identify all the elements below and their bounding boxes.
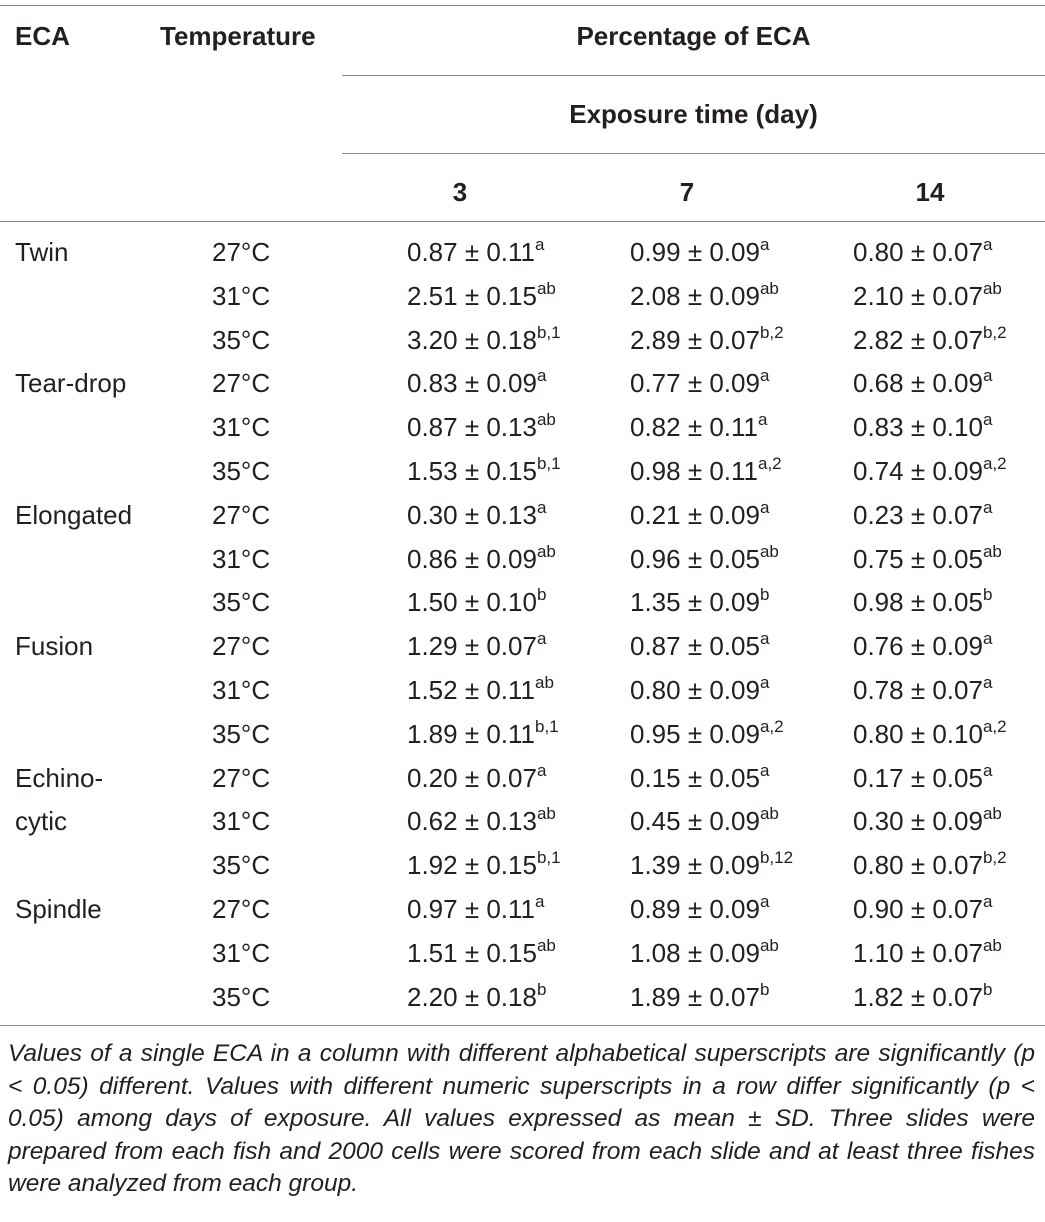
value-cell (407, 631, 546, 662)
mean-sd-value: 0.89 ± 0.09 (630, 894, 760, 924)
bottom-rule (0, 1025, 1045, 1026)
mean-sd-value: 0.15 ± 0.05 (630, 762, 760, 793)
significance-superscript: a (982, 497, 993, 517)
header-temperature: Temperature (160, 21, 316, 51)
significance-superscript: a (759, 497, 770, 517)
value-cell (407, 894, 544, 925)
significance-superscript: b (759, 979, 770, 999)
mean-sd-value: 1.51 ± 0.15 (407, 937, 537, 968)
value-cell (407, 456, 561, 487)
mean-sd-value: 0.99 ± 0.09 (630, 237, 760, 267)
mean-sd-value: 0.87 ± 0.05 (630, 631, 760, 662)
mean-sd-value: 0.83 ± 0.10 (853, 412, 983, 443)
temperature-cell: 27°C (212, 894, 271, 924)
value-cell (853, 675, 992, 706)
significance-superscript: a,2 (982, 454, 1007, 473)
significance-superscript: a (982, 629, 993, 649)
mean-sd-value: 0.62 ± 0.13 (407, 806, 537, 837)
eca-name: Twin (15, 237, 69, 267)
value-cell (853, 935, 1002, 969)
significance-superscript: b,12 (759, 848, 794, 868)
temperature-cell: 35°C (212, 587, 271, 618)
eca-name: Echino- (15, 762, 104, 793)
value-cell (630, 541, 779, 575)
significance-superscript: a (759, 760, 770, 780)
significance-superscript: a (759, 235, 770, 254)
mean-sd-value: 1.89 ± 0.07 (630, 981, 760, 1012)
mean-sd-value: 1.92 ± 0.15 (407, 850, 537, 881)
value-cell (407, 587, 546, 618)
value-cell (630, 806, 779, 837)
significance-superscript: a (535, 235, 545, 254)
temperature-cell: 31°C (212, 806, 271, 837)
value-cell (630, 587, 769, 618)
value-cell (407, 850, 561, 881)
value-cell (630, 237, 769, 268)
header-bottom-rule (0, 221, 1045, 222)
value-cell (853, 587, 992, 618)
significance-superscript: ab (536, 410, 556, 430)
temperature-cell: 35°C (212, 324, 271, 355)
significance-superscript: ab (759, 278, 779, 298)
value-cell (853, 894, 992, 925)
value-cell (630, 631, 769, 662)
value-cell (853, 412, 992, 443)
mean-sd-value: 0.82 ± 0.11 (630, 412, 758, 443)
mean-sd-value: 0.96 ± 0.05 (630, 543, 760, 574)
mean-sd-value: 0.17 ± 0.05 (853, 762, 983, 793)
mean-sd-value: 2.89 ± 0.07 (630, 324, 760, 355)
temperature-cell: 31°C (212, 937, 271, 968)
mean-sd-value: 1.29 ± 0.07 (407, 631, 537, 662)
significance-superscript: a,2 (759, 716, 784, 736)
significance-superscript: ab (759, 804, 779, 824)
significance-superscript: ab (982, 935, 1002, 955)
significance-superscript: a (536, 497, 547, 517)
value-cell (853, 322, 1007, 356)
value-cell (407, 278, 556, 312)
significance-superscript: a (536, 366, 547, 386)
mean-sd-value: 0.30 ± 0.09 (853, 806, 983, 837)
value-cell (853, 368, 992, 399)
mean-sd-value: 1.52 ± 0.11 (407, 675, 535, 705)
header-eca: ECA (15, 21, 70, 51)
temperature-cell: 27°C (212, 762, 271, 793)
mean-sd-value: 1.39 ± 0.09 (630, 850, 760, 881)
temperature-cell: 31°C (212, 675, 271, 705)
mean-sd-value: 1.82 ± 0.07 (853, 981, 983, 1012)
value-cell (407, 497, 547, 531)
mean-sd-value: 0.87 ± 0.13 (407, 412, 537, 443)
value-cell (407, 806, 556, 837)
mean-sd-value: 2.51 ± 0.15 (407, 280, 537, 311)
value-cell (407, 412, 556, 443)
significance-superscript: b,2 (982, 848, 1007, 868)
significance-superscript: a (758, 410, 768, 430)
value-cell (853, 806, 1002, 837)
temperature-cell: 27°C (212, 237, 271, 267)
significance-superscript: ab (536, 935, 556, 955)
value-cell (853, 631, 992, 662)
mean-sd-value: 0.80 ± 0.07 (853, 850, 983, 881)
significance-superscript: b,2 (759, 322, 784, 342)
value-cell (407, 716, 559, 750)
temperature-cell: 31°C (212, 280, 271, 311)
significance-superscript: a (982, 760, 993, 780)
value-cell (853, 456, 1007, 487)
mean-sd-value: 0.68 ± 0.09 (853, 368, 983, 399)
significance-superscript: a (982, 235, 993, 254)
temperature-cell: 27°C (212, 499, 271, 530)
mean-sd-value: 0.97 ± 0.11 (407, 894, 535, 924)
significance-superscript: b (536, 979, 547, 999)
significance-superscript: a (982, 673, 993, 692)
value-cell (853, 760, 993, 794)
exposure-underline (342, 153, 1045, 154)
value-cell (407, 368, 546, 399)
significance-superscript: a (759, 629, 770, 649)
eca-name: Tear-drop (15, 368, 127, 399)
significance-superscript: b,1 (535, 716, 559, 736)
mean-sd-value: 0.21 ± 0.09 (630, 499, 760, 530)
value-cell (853, 237, 992, 268)
value-cell (630, 760, 770, 794)
temperature-cell: 35°C (212, 718, 271, 749)
value-cell (630, 368, 769, 399)
mean-sd-value: 0.45 ± 0.09 (630, 806, 760, 837)
significance-superscript: a (536, 760, 547, 780)
mean-sd-value: 0.83 ± 0.09 (407, 368, 537, 399)
mean-sd-value: 1.53 ± 0.15 (407, 456, 537, 486)
mean-sd-value: 2.10 ± 0.07 (853, 280, 983, 311)
significance-superscript: a,2 (982, 716, 1007, 736)
significance-superscript: ab (759, 541, 779, 561)
mean-sd-value: 0.80 ± 0.10 (853, 718, 983, 749)
mean-sd-value: 0.98 ± 0.11 (630, 456, 758, 486)
value-cell (407, 237, 544, 268)
mean-sd-value: 0.20 ± 0.07 (407, 762, 537, 793)
significance-superscript: b (982, 979, 993, 999)
value-cell (407, 935, 556, 969)
significance-superscript: a (982, 366, 993, 386)
eca-name: Elongated (15, 499, 133, 530)
mean-sd-value: 1.89 ± 0.11 (407, 718, 535, 749)
eca-name: Fusion (15, 631, 94, 662)
significance-superscript: a (759, 673, 770, 692)
significance-superscript: b (536, 585, 547, 605)
value-cell (630, 894, 769, 925)
significance-superscript: a (536, 629, 547, 649)
value-cell (853, 278, 1002, 312)
value-cell (630, 497, 770, 531)
significance-superscript: ab (535, 673, 554, 692)
value-cell (630, 322, 784, 356)
value-cell (630, 935, 779, 969)
temperature-cell: 31°C (212, 543, 271, 574)
significance-superscript: b,1 (536, 322, 561, 342)
value-cell (630, 675, 769, 706)
temperature-cell: 35°C (212, 850, 271, 881)
value-cell (853, 541, 1002, 575)
mean-sd-value: 2.20 ± 0.18 (407, 981, 537, 1012)
temperature-cell: 31°C (212, 412, 271, 443)
significance-superscript: b,2 (982, 322, 1007, 342)
significance-superscript: a (759, 366, 770, 386)
significance-superscript: ab (536, 278, 556, 298)
value-cell (630, 456, 782, 487)
mean-sd-value: 0.74 ± 0.09 (853, 456, 983, 486)
value-cell (630, 979, 770, 1013)
significance-superscript: a (759, 892, 770, 911)
mean-sd-value: 0.95 ± 0.09 (630, 718, 760, 749)
mean-sd-value: 3.20 ± 0.18 (407, 324, 537, 355)
mean-sd-value: 0.87 ± 0.11 (407, 237, 535, 267)
header-day-7: 7 (679, 177, 695, 207)
value-cell (630, 850, 793, 881)
mean-sd-value: 0.77 ± 0.09 (630, 368, 760, 399)
significance-superscript: ab (982, 278, 1002, 298)
percentage-underline (342, 75, 1045, 76)
significance-superscript: b,1 (536, 848, 561, 868)
mean-sd-value: 2.82 ± 0.07 (853, 324, 983, 355)
significance-superscript: a (982, 892, 993, 911)
mean-sd-value: 0.75 ± 0.05 (853, 543, 983, 574)
significance-superscript: ab (536, 541, 556, 561)
significance-superscript: ab (536, 804, 556, 824)
mean-sd-value: 1.08 ± 0.09 (630, 937, 760, 968)
mean-sd-value: 1.10 ± 0.07 (853, 937, 983, 968)
mean-sd-value: 0.78 ± 0.07 (853, 675, 983, 705)
significance-superscript: a (535, 892, 545, 911)
mean-sd-value: 0.30 ± 0.13 (407, 499, 537, 530)
significance-superscript: b,1 (536, 454, 561, 473)
significance-superscript: ab (982, 541, 1002, 561)
value-cell (407, 979, 547, 1013)
significance-superscript: ab (982, 804, 1002, 824)
value-cell (853, 716, 1007, 750)
value-cell (853, 850, 1007, 881)
mean-sd-value: 2.08 ± 0.09 (630, 280, 760, 311)
header-day-14: 14 (915, 177, 945, 207)
temperature-cell: 27°C (212, 631, 271, 662)
value-cell (407, 760, 547, 794)
header-day-3: 3 (452, 177, 468, 207)
temperature-cell: 27°C (212, 368, 271, 399)
mean-sd-value: 0.98 ± 0.05 (853, 587, 983, 618)
significance-superscript: b (982, 585, 993, 605)
value-cell (407, 541, 556, 575)
mean-sd-value: 0.76 ± 0.09 (853, 631, 983, 662)
significance-superscript: ab (759, 935, 779, 955)
significance-superscript: a,2 (758, 454, 782, 473)
mean-sd-value: 0.86 ± 0.09 (407, 543, 537, 574)
eca-name: Spindle (15, 894, 102, 924)
eca-name: cytic (15, 806, 67, 837)
mean-sd-value: 0.80 ± 0.07 (853, 237, 983, 267)
significance-superscript: a (982, 410, 993, 430)
header-percentage: Percentage of ECA (576, 21, 811, 51)
value-cell (630, 278, 779, 312)
mean-sd-value: 0.90 ± 0.07 (853, 894, 983, 924)
temperature-cell: 35°C (212, 456, 271, 486)
value-cell (853, 979, 993, 1013)
significance-superscript: b (759, 585, 770, 605)
value-cell (630, 716, 784, 750)
value-cell (407, 675, 554, 706)
temperature-cell: 35°C (212, 981, 271, 1012)
value-cell (853, 497, 993, 531)
value-cell (630, 412, 767, 443)
header-exposure-time: Exposure time (day) (569, 99, 818, 129)
table-footnote: Values of a single ECA in a column with different alphabetical superscripts are significantly (p < 0.05) different. Values with different numeric superscripts in a row differ significantly (p < 0.05) among days of exposure. All values expressed as mean ± SD. Three slides were prepared from each fish and 2000 cells were scored from each slide and at least three fishes were analyzed from each group. (8, 1040, 1035, 1197)
mean-sd-value: 1.50 ± 0.10 (407, 587, 537, 618)
mean-sd-value: 0.80 ± 0.09 (630, 675, 760, 705)
value-cell (407, 322, 561, 356)
mean-sd-value: 0.23 ± 0.07 (853, 499, 983, 530)
mean-sd-value: 1.35 ± 0.09 (630, 587, 760, 618)
top-rule (0, 5, 1045, 6)
